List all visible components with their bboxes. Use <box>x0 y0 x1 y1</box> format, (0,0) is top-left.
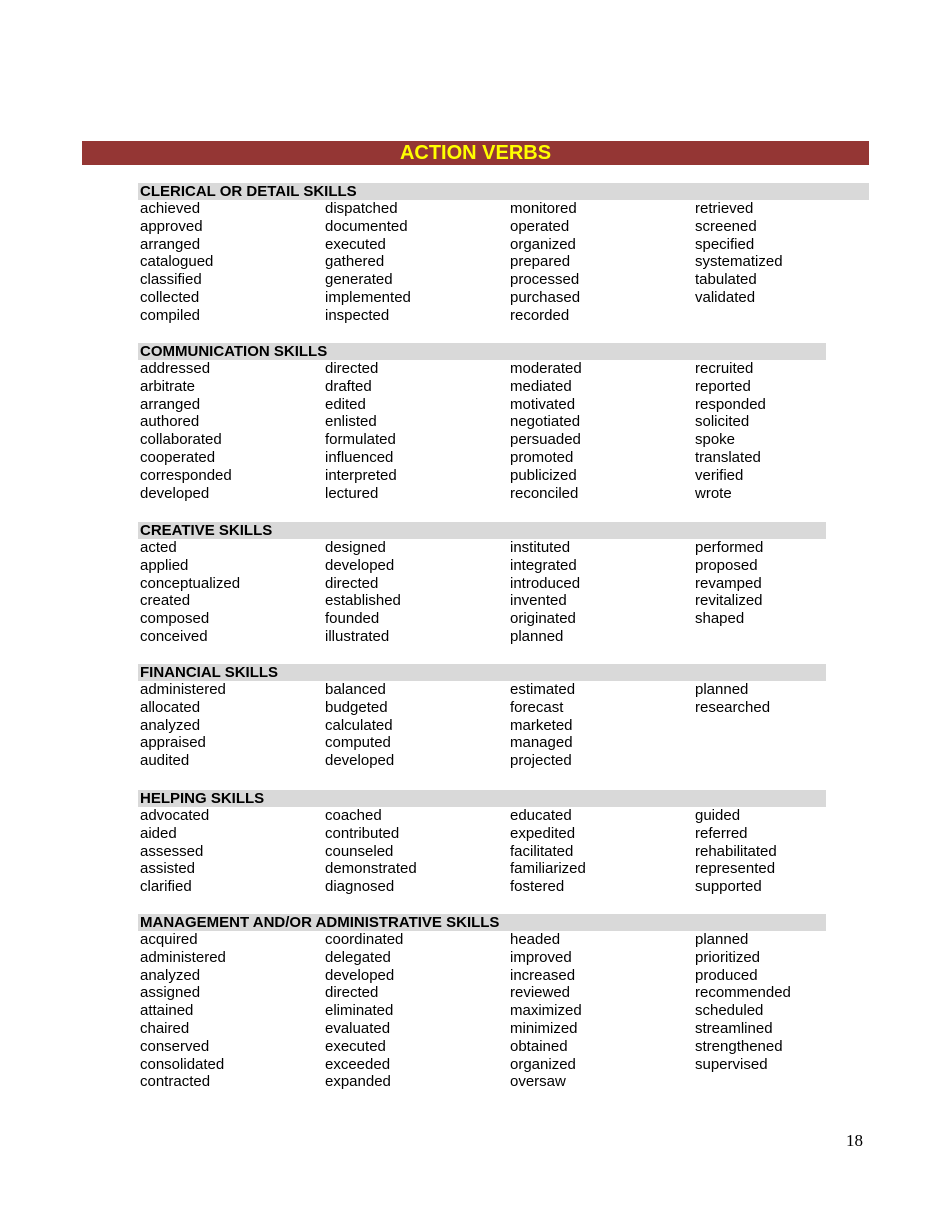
verb-item: revitalized <box>695 592 763 610</box>
verb-item: coordinated <box>325 931 404 948</box>
verb-item: managed <box>510 734 573 752</box>
verb-item: verified <box>695 466 744 484</box>
page-title: ACTION VERBS <box>82 141 869 165</box>
verb-item: designed <box>325 539 386 556</box>
verb-item: formulated <box>325 431 396 449</box>
verb-item: validated <box>695 288 756 306</box>
verb-item: processed <box>510 271 580 289</box>
verb-item: administered <box>140 948 226 966</box>
verb-item: strengthened <box>695 1037 783 1055</box>
verb-item: retrieved <box>695 200 754 217</box>
verb-item: evaluated <box>325 1019 391 1037</box>
verb-item: educated <box>510 807 572 824</box>
verb-item: addressed <box>140 360 211 377</box>
verb-item: specified <box>695 235 755 253</box>
verb-item: conserved <box>140 1037 210 1055</box>
verb-item: expedited <box>510 824 576 842</box>
verb-item: conceptualized <box>140 574 241 592</box>
verb-item: dispatched <box>325 200 398 217</box>
verb-item: projected <box>510 752 572 770</box>
verb-columns <box>138 931 878 1091</box>
verb-item: conceived <box>140 627 208 645</box>
verb-item: recruited <box>695 360 754 377</box>
verb-item: arranged <box>140 395 201 413</box>
verb-item: estimated <box>510 681 576 698</box>
verb-item: authored <box>140 413 200 431</box>
verb-item: familiarized <box>510 860 586 878</box>
verb-item: minimized <box>510 1019 578 1037</box>
verb-item: directed <box>325 984 379 1002</box>
skill-section <box>138 343 878 502</box>
verb-item: systematized <box>695 253 783 271</box>
verb-item: acquired <box>140 931 198 948</box>
section-heading: CREATIVE SKILLS <box>138 522 826 539</box>
verb-item: corresponded <box>140 466 232 484</box>
verb-item: obtained <box>510 1037 568 1055</box>
verb-item: applied <box>140 556 189 574</box>
verb-item: screened <box>695 217 757 235</box>
verb-item: guided <box>695 807 741 824</box>
verb-item: drafted <box>325 377 372 395</box>
section-heading: HELPING SKILLS <box>138 790 826 807</box>
verb-item: documented <box>325 217 408 235</box>
verb-item: gathered <box>325 253 385 271</box>
verb-item: recorded <box>510 306 570 324</box>
verb-item: approved <box>140 217 203 235</box>
verb-item: tabulated <box>695 271 757 289</box>
verb-item: organized <box>510 235 576 253</box>
verb-item: catalogued <box>140 253 214 271</box>
verb-column <box>508 681 693 770</box>
verb-item: organized <box>510 1055 576 1073</box>
verb-item: increased <box>510 966 576 984</box>
verb-item: integrated <box>510 556 577 574</box>
verb-column <box>138 200 323 325</box>
verb-item: contracted <box>140 1073 211 1091</box>
verb-item: attained <box>140 1002 194 1020</box>
verb-item: arranged <box>140 235 201 253</box>
verb-item: counseled <box>325 842 394 860</box>
verb-item: created <box>140 592 191 610</box>
verb-column <box>323 807 508 896</box>
verb-column <box>508 360 693 502</box>
skill-section <box>138 790 878 896</box>
verb-item: computed <box>325 734 391 752</box>
verb-item: assigned <box>140 984 201 1002</box>
verb-item: established <box>325 592 401 610</box>
skill-section <box>138 183 878 325</box>
verb-column <box>323 931 508 1091</box>
verb-item: translated <box>695 448 761 466</box>
verb-column <box>508 931 693 1091</box>
verb-item: performed <box>695 539 764 556</box>
verb-item: consolidated <box>140 1055 225 1073</box>
verb-item: audited <box>140 752 190 770</box>
verb-columns <box>138 200 878 325</box>
verb-item: eliminated <box>325 1002 394 1020</box>
verb-item: executed <box>325 1037 386 1055</box>
verb-item: classified <box>140 271 202 289</box>
verb-column <box>138 681 323 770</box>
verb-item: directed <box>325 574 379 592</box>
verb-item: produced <box>695 966 758 984</box>
verb-column <box>323 539 508 646</box>
verb-column <box>693 200 878 325</box>
verb-item: influenced <box>325 448 394 466</box>
verb-item: directed <box>325 360 379 377</box>
verb-item: edited <box>325 395 366 413</box>
verb-item: recommended <box>695 984 791 1002</box>
verb-item: proposed <box>695 556 758 574</box>
verb-item: shaped <box>695 610 745 628</box>
verb-item: marketed <box>510 716 573 734</box>
verb-item: purchased <box>510 288 581 306</box>
verb-column <box>693 539 878 646</box>
verb-item: headed <box>510 931 561 948</box>
verb-item: balanced <box>325 681 386 698</box>
verb-item: delegated <box>325 948 391 966</box>
verb-item: chaired <box>140 1019 190 1037</box>
verb-item: reported <box>695 377 751 395</box>
verb-item: originated <box>510 610 576 628</box>
verb-item: invented <box>510 592 567 610</box>
verb-item: represented <box>695 860 776 878</box>
skill-section <box>138 914 878 1091</box>
verb-item: reviewed <box>510 984 571 1002</box>
verb-item: arbitrate <box>140 377 196 395</box>
verb-item: diagnosed <box>325 878 395 896</box>
verb-column <box>693 807 878 896</box>
verb-item: acted <box>140 539 177 556</box>
verb-item: assisted <box>140 860 196 878</box>
verb-item: researched <box>695 698 771 716</box>
verb-item: planned <box>695 681 749 698</box>
verb-item: demonstrated <box>325 860 417 878</box>
verb-item: responded <box>695 395 766 413</box>
verb-item: instituted <box>510 539 571 556</box>
verb-column <box>693 360 878 502</box>
verb-column <box>693 681 878 770</box>
verb-item: solicited <box>695 413 750 431</box>
verb-item: maximized <box>510 1002 582 1020</box>
verb-item: exceeded <box>325 1055 391 1073</box>
verb-item: illustrated <box>325 627 390 645</box>
verb-item: improved <box>510 948 572 966</box>
verb-column <box>508 539 693 646</box>
verb-item: publicized <box>510 466 577 484</box>
verb-item: achieved <box>140 200 201 217</box>
section-heading: CLERICAL OR DETAIL SKILLS <box>138 183 869 200</box>
verb-item: developed <box>140 484 210 502</box>
verb-item: analyzed <box>140 966 201 984</box>
verb-item: planned <box>510 627 564 645</box>
verb-item: reconciled <box>510 484 579 502</box>
verb-column <box>323 360 508 502</box>
verb-column <box>138 539 323 646</box>
verb-item: forecast <box>510 698 564 716</box>
verb-item: interpreted <box>325 466 397 484</box>
verb-item: developed <box>325 752 395 770</box>
verb-column <box>508 200 693 325</box>
verb-item: referred <box>695 824 748 842</box>
verb-item: prepared <box>510 253 571 271</box>
verb-item: expanded <box>325 1073 391 1091</box>
verb-column <box>323 200 508 325</box>
verb-item: generated <box>325 271 393 289</box>
verb-item: coached <box>325 807 382 824</box>
verb-item: assessed <box>140 842 204 860</box>
verb-item: composed <box>140 610 210 628</box>
verb-item: analyzed <box>140 716 201 734</box>
verb-item: operated <box>510 217 570 235</box>
verb-item: persuaded <box>510 431 581 449</box>
verb-column <box>693 931 878 1091</box>
verb-columns <box>138 681 878 770</box>
verb-item: cooperated <box>140 448 216 466</box>
verb-item: negotiated <box>510 413 581 431</box>
verb-columns <box>138 360 878 502</box>
skill-section <box>138 522 878 646</box>
verb-item: promoted <box>510 448 574 466</box>
verb-item: inspected <box>325 306 390 324</box>
verb-item: fostered <box>510 878 565 896</box>
verb-item: appraised <box>140 734 206 752</box>
verb-column <box>508 807 693 896</box>
page-number: 18 <box>846 1131 863 1150</box>
verb-item: scheduled <box>695 1002 764 1020</box>
verb-item: mediated <box>510 377 572 395</box>
verb-item: facilitated <box>510 842 574 860</box>
verb-column <box>323 681 508 770</box>
verb-item: planned <box>695 931 749 948</box>
verb-item: contributed <box>325 824 400 842</box>
verb-item: oversaw <box>510 1073 566 1091</box>
verb-item: administered <box>140 681 226 698</box>
section-heading: FINANCIAL SKILLS <box>138 664 826 681</box>
verb-item: supervised <box>695 1055 768 1073</box>
verb-item: aided <box>140 824 177 842</box>
verb-item: implemented <box>325 288 411 306</box>
verb-item: introduced <box>510 574 581 592</box>
verb-item: founded <box>325 610 380 628</box>
verb-item: streamlined <box>695 1019 773 1037</box>
verb-item: spoke <box>695 431 736 449</box>
verb-item: compiled <box>140 306 201 324</box>
verb-item: enlisted <box>325 413 377 431</box>
section-heading: COMMUNICATION SKILLS <box>138 343 826 360</box>
verb-item: clarified <box>140 878 192 896</box>
verb-item: developed <box>325 556 395 574</box>
verb-item: executed <box>325 235 386 253</box>
verb-item: budgeted <box>325 698 388 716</box>
verb-item: collaborated <box>140 431 222 449</box>
verb-columns <box>138 539 878 646</box>
verb-column <box>138 931 323 1091</box>
verb-item: calculated <box>325 716 393 734</box>
verb-columns <box>138 807 878 896</box>
verb-item: lectured <box>325 484 379 502</box>
verb-item: advocated <box>140 807 210 824</box>
verb-item: supported <box>695 878 762 896</box>
verb-item: rehabilitated <box>695 842 777 860</box>
verb-item: moderated <box>510 360 582 377</box>
verb-item: wrote <box>695 484 732 502</box>
verb-item: developed <box>325 966 395 984</box>
verb-item: revamped <box>695 574 762 592</box>
verb-item: monitored <box>510 200 577 217</box>
verb-column <box>138 360 323 502</box>
verb-item: allocated <box>140 698 201 716</box>
verb-item: collected <box>140 288 200 306</box>
verb-item: motivated <box>510 395 576 413</box>
verb-column <box>138 807 323 896</box>
verb-item: prioritized <box>695 948 761 966</box>
section-heading: MANAGEMENT AND/OR ADMINISTRATIVE SKILLS <box>138 914 826 931</box>
skill-section <box>138 664 878 770</box>
